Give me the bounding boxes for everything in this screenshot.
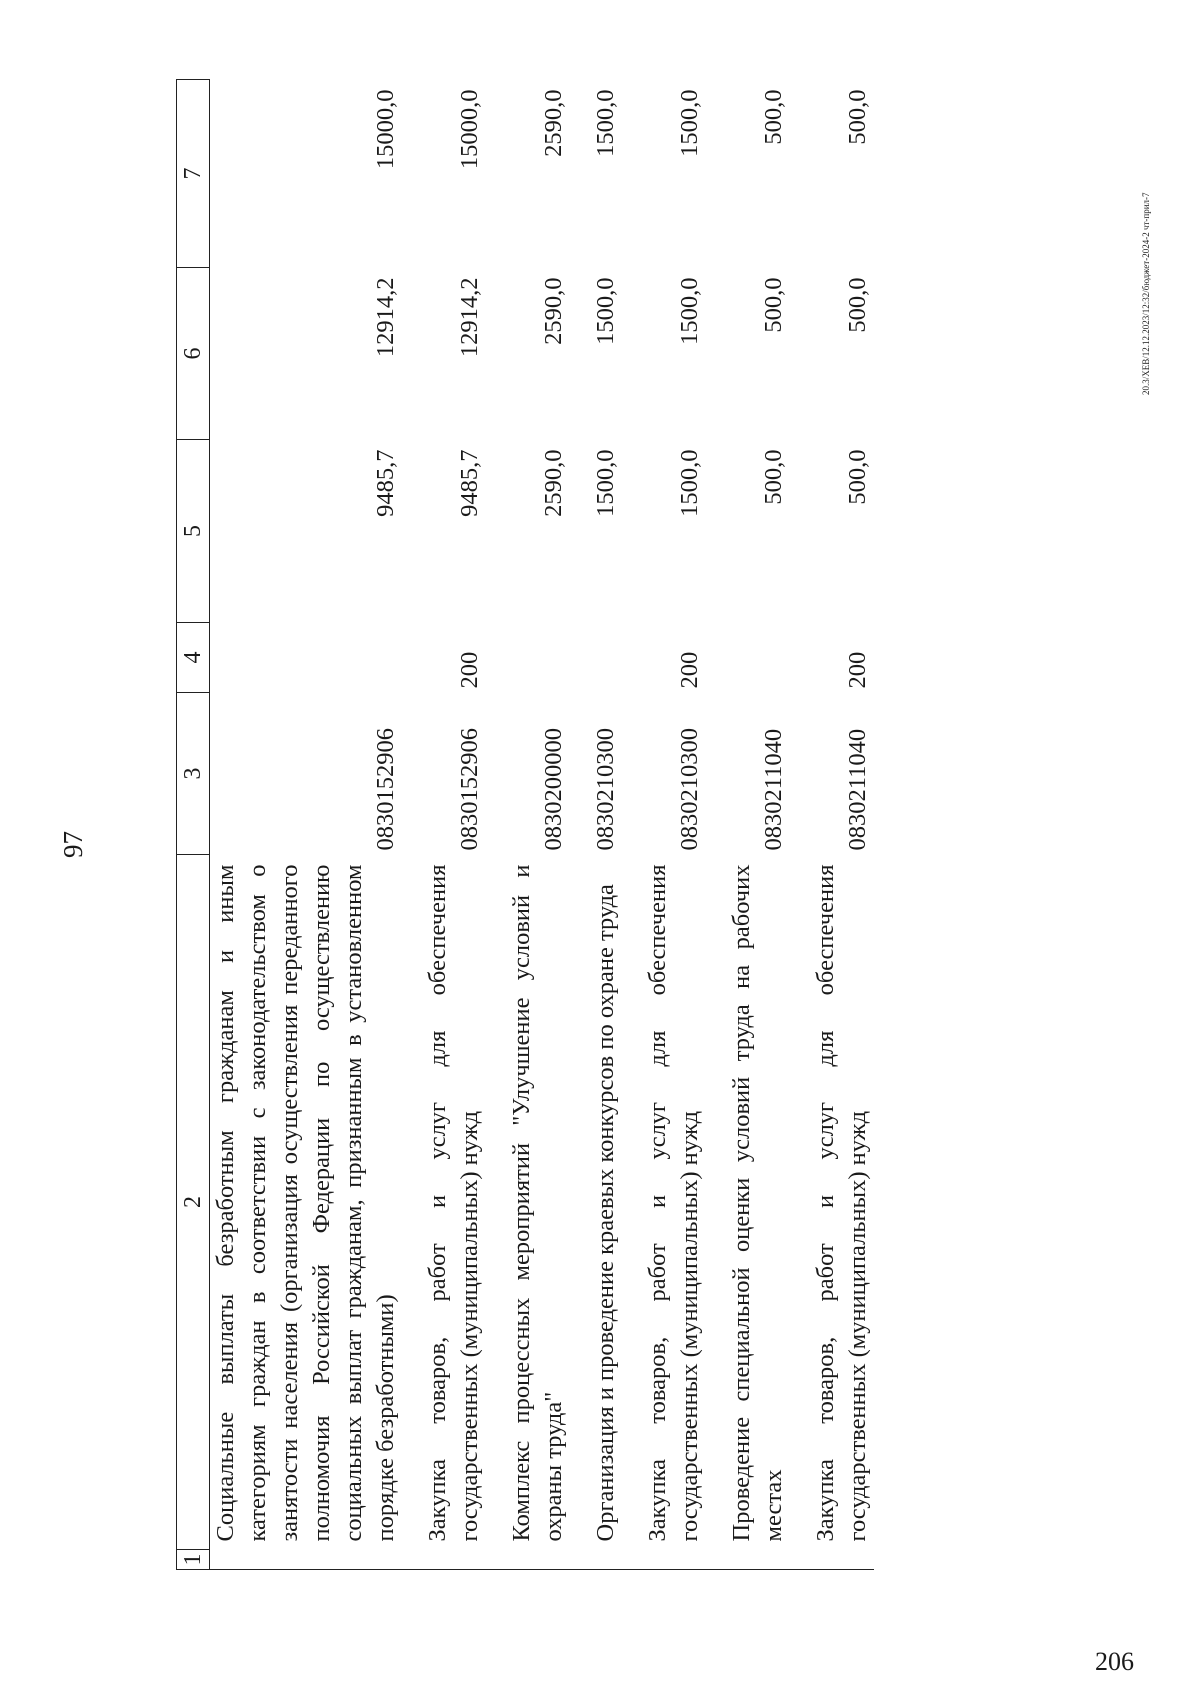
- budget-table-rotated: [176, 80, 1018, 1570]
- row-value-2024: 500,0: [760, 449, 787, 505]
- row-value-2024: 1500,0: [676, 449, 703, 517]
- row-value-2026: 1500,0: [676, 89, 703, 157]
- row-name: Комплекс процессных мероприятий "Улучшение условий и охраны труда": [508, 864, 567, 1542]
- table-row: [422, 80, 486, 1570]
- row-value-2026: 15000,0: [456, 89, 483, 170]
- column-header-5: 5: [177, 440, 210, 623]
- document-footer-code: 20.3/ХЕВ/12.12.2023/12:32/бюджет-2024-2 чт-прил-7: [1141, 192, 1151, 395]
- row-type: 200: [844, 651, 871, 689]
- row-value-2025: 1500,0: [592, 277, 619, 345]
- row-value-2025: 500,0: [844, 277, 871, 333]
- row-name: Закупка товаров, работ и услуг для обеспечения государственных (муниципальных) нужд: [424, 864, 483, 1542]
- row-name: Закупка товаров, работ и услуг для обеспечения государственных (муниципальных) нужд: [812, 864, 871, 1542]
- row-name: Проведение специальной оценки условий труда на рабочих местах: [728, 864, 787, 1542]
- budget-table: [176, 79, 874, 1570]
- row-value-2025: 12914,2: [372, 277, 399, 358]
- column-header-3: 3: [177, 693, 210, 855]
- row-value-2024: 9485,7: [456, 449, 483, 517]
- table-header: [177, 80, 210, 1570]
- row-type: [506, 623, 570, 693]
- row-type: [210, 623, 403, 693]
- column-header-2: 2: [177, 855, 210, 1550]
- table-row: [642, 80, 706, 1570]
- row-value-2025: 2590,0: [540, 277, 567, 345]
- row-code: 0830210300: [592, 728, 619, 851]
- row-value-2025: 12914,2: [456, 277, 483, 358]
- page-number: 97: [58, 831, 88, 858]
- table-row: [506, 80, 570, 1570]
- column-header-4: 4: [177, 623, 210, 693]
- table-row: [590, 80, 622, 1570]
- row-value-2024: 1500,0: [592, 449, 619, 517]
- row-value-2026: 15000,0: [372, 89, 399, 170]
- row-type: 200: [676, 651, 703, 689]
- row-value-2024: 9485,7: [372, 449, 399, 517]
- row-code: 0830200000: [540, 728, 567, 851]
- row-name: Закупка товаров, работ и услуг для обеспечения государственных (муниципальных) нужд: [644, 864, 703, 1542]
- row-code: 0830152906: [456, 728, 483, 851]
- row-name: Социальные выплаты безработным гражданам и иным категориям граждан в соответствии с законодательством о занятости населения (организация осуществления переданного полномочия Российской Федерации по осуществлению социальных выплат гражданам, признанным в установленном порядке безработными): [212, 864, 399, 1542]
- column-header-1: 1: [177, 1550, 210, 1570]
- row-value-2025: 1500,0: [676, 277, 703, 345]
- row-value-2024: 2590,0: [540, 449, 567, 517]
- table-row: [810, 80, 874, 1570]
- row-value-2026: 2590,0: [540, 89, 567, 157]
- row-type: 200: [456, 651, 483, 689]
- row-code: 0830211040: [844, 728, 871, 851]
- table-row: [726, 80, 790, 1570]
- row-code: 0830211040: [760, 728, 787, 851]
- column-header-7: 7: [177, 80, 210, 268]
- row-value-2026: 500,0: [760, 89, 787, 145]
- row-type: [726, 623, 790, 693]
- column-header-6: 6: [177, 268, 210, 440]
- row-value-2024: 500,0: [844, 449, 871, 505]
- row-code: 0830152906: [372, 728, 399, 851]
- sheet-number: 206: [1095, 1647, 1134, 1676]
- row-name: Организация и проведение краевых конкурсов по охране труда: [592, 884, 619, 1542]
- row-code: 0830210300: [676, 728, 703, 851]
- table-row: [210, 80, 403, 1570]
- row-value-2026: 1500,0: [592, 89, 619, 157]
- row-value-2025: 500,0: [760, 277, 787, 333]
- row-type: [590, 623, 622, 693]
- row-value-2026: 500,0: [844, 89, 871, 145]
